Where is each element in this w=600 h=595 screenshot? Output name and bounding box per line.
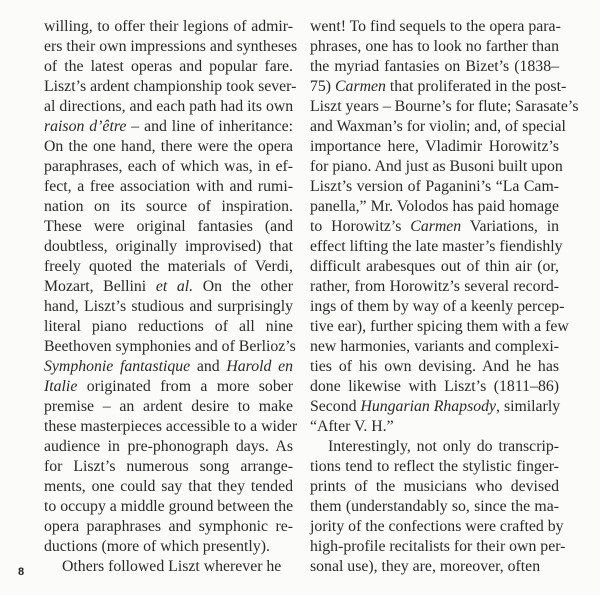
- text-line: sonal use), they are, moreover, often: [310, 558, 541, 575]
- text-line: prints of the musicians who devised: [310, 478, 559, 495]
- text-line: tive ear), further spicing them with a few: [310, 318, 569, 335]
- text-line: ductions (more of which presently).: [44, 538, 270, 555]
- text-line: Italie originated from a more sober: [44, 378, 293, 395]
- text-line: Liszt years – Bourne’s for flute; Sarasate’s: [310, 98, 579, 115]
- text-line: These were original fantasies (and: [44, 218, 293, 235]
- text-line: difficult arabesques out of thin air (or,: [310, 258, 559, 275]
- text-line: Mozart, Bellini et al. On the other: [44, 278, 293, 295]
- text-line: On the one hand, there were the opera: [44, 138, 293, 155]
- text-line: audience in pre-phonograph days. As: [44, 438, 293, 455]
- text-line: tions tend to reflect the stylistic finger-: [310, 458, 559, 475]
- text-line: them (understandably so, since the ma-: [310, 498, 559, 515]
- text-line: and Waxman’s for violin; and, of special: [310, 118, 566, 135]
- text-line: al directions, and each path had its own: [44, 98, 294, 115]
- text-line: Interestingly, not only do transcrip-: [328, 438, 559, 455]
- text-line: freely quoted the materials of Verdi,: [44, 258, 293, 275]
- text-line: of the latest operas and popular fare.: [44, 58, 293, 75]
- text-line: new harmonies, variants and complexi-: [310, 338, 559, 355]
- text-line: opera paraphrases and symphonic re-: [44, 518, 293, 535]
- left-text-column: [44, 17, 298, 577]
- text-line: Second Hungarian Rhapsody, similarly: [310, 398, 561, 415]
- text-line: high-profile recitalists for their own per-: [310, 538, 566, 555]
- text-line: ers their own impressions and syntheses: [44, 38, 298, 55]
- text-line: Liszt’s ardent championship took sever-: [44, 78, 297, 95]
- text-line: rather, from Horowitz’s several record-: [310, 278, 559, 295]
- text-line: effect lifting the late master’s fiendishly: [310, 238, 563, 255]
- text-line: to occupy a middle ground between the: [44, 498, 294, 515]
- text-line: hand, Liszt’s studious and surprisingly: [44, 298, 293, 315]
- text-line: ments, one could say that they tended: [44, 478, 293, 495]
- text-line: paraphrases, each of which was, in ef-: [44, 158, 293, 175]
- right-text-column: [310, 17, 579, 577]
- text-line: panella,” Mr. Volodos has paid homage: [310, 198, 559, 215]
- text-line: willing, to offer their legions of admir-: [44, 18, 293, 35]
- text-line: went! To find sequels to the opera para-: [310, 18, 561, 35]
- text-line: jority of the confections were crafted by: [310, 518, 564, 535]
- text-line: ties of his own devising. And he has: [310, 358, 559, 375]
- text-line: these masterpieces accessible to a wider: [44, 418, 298, 435]
- page-number: 8: [18, 566, 25, 578]
- text-line: ings of them by way of a keenly percep-: [310, 298, 565, 315]
- text-line: premise – an ardent desire to make: [44, 398, 293, 415]
- text-line: fect, a free association with and rumi-: [44, 178, 293, 195]
- text-line: to Horowitz’s Carmen Variations, in: [310, 218, 560, 235]
- text-line: done likewise with Liszt’s (1811–86): [310, 378, 559, 395]
- text-line: Symphonie fantastique and Harold en: [44, 358, 293, 375]
- text-line: “After V. H.”: [310, 418, 394, 435]
- text-line: importance here, Vladimir Horowitz’s: [310, 138, 559, 155]
- text-line: 75) Carmen that proliferated in the post-: [310, 78, 567, 95]
- text-line: for piano. And just as Busoni built upon: [310, 158, 563, 175]
- text-line: doubtless, originally improvised) that: [44, 238, 293, 255]
- text-line: nation on its source of inspiration.: [44, 198, 293, 215]
- text-line: raison d’être – and line of inheritance:: [44, 118, 293, 135]
- text-line: Liszt’s version of Paganini’s “La Cam-: [310, 178, 559, 195]
- text-line: Beethoven symphonies and of Berlioz’s: [44, 338, 296, 355]
- text-line: literal piano reductions of all nine: [44, 318, 293, 335]
- text-line: the myriad fantasies on Bizet’s (1838–: [310, 58, 559, 75]
- text-line: phrases, one has to look no farther than: [310, 38, 559, 55]
- text-line: for Liszt’s numerous song arrange-: [44, 458, 293, 475]
- text-line: Others followed Liszt wherever he: [62, 558, 282, 575]
